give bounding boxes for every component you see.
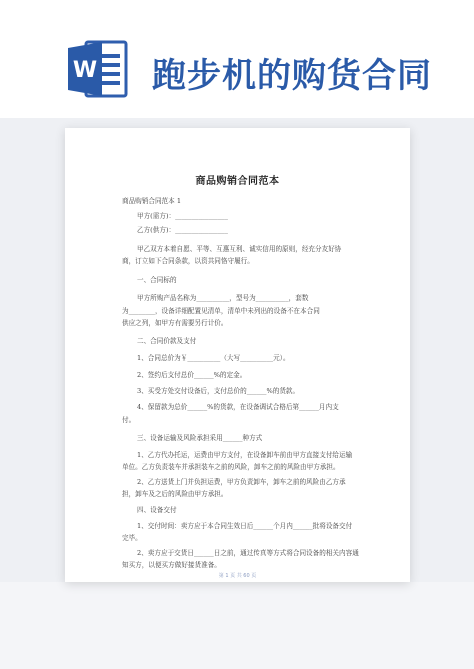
doc-line: 担，卸车及之后的风险由甲方承担。 (122, 490, 228, 498)
banner (0, 0, 474, 120)
doc-line: 付。 (122, 416, 136, 424)
doc-line: 二、合同价款及支付 (137, 337, 197, 345)
doc-line: 甲方所购产品名称为__________，型号为__________，套数 (137, 294, 309, 302)
doc-line: 供应之列，如甲方有需要另行计价。 (122, 319, 228, 327)
banner-title: 跑步机的购货合同 (152, 56, 432, 96)
svg-text:W: W (72, 58, 98, 83)
doc-line: 三、设备运输及风险承担采用______种方式 (137, 434, 263, 442)
document-title: 商品购销合同范本 (195, 176, 280, 187)
preview-footer (0, 582, 474, 669)
doc-line: 单位。乙方负责装车并承担装车之前的风险，卸车之前的风险由甲方承担。 (122, 463, 340, 471)
doc-line: 商，订立如下合同条款，以资共同恪守履行。 (122, 257, 254, 265)
doc-line: 为________，设备详细配置见清单，清单中未列出的设备不在本合同 (122, 307, 320, 315)
doc-line: 商品购销合同范本 1 (122, 197, 182, 205)
doc-line: 完毕。 (122, 534, 142, 542)
doc-line: 3、买受方处交付设备后，支付总价的______%的货款。 (137, 387, 300, 395)
doc-line: 甲乙双方本着自愿、平等、互惠互利、诚实信用的原则，经充分友好协 (137, 245, 342, 253)
doc-line: 1、交付时间：卖方应于本合同生效日后______个月内______批将设备交付 (137, 522, 353, 530)
doc-line: 知买方，以便买方做好接货准备。 (122, 561, 221, 569)
doc-line: 1、合同总价为￥__________（大写__________元）。 (137, 354, 290, 362)
doc-line: 2、签约后支付总价______%的定金。 (137, 371, 247, 379)
word-document-icon (66, 38, 128, 100)
doc-line: 甲方(需方)：________________ (137, 212, 228, 220)
doc-line: 四、设备交付 (137, 506, 177, 514)
doc-line: 1、乙方代办托运，运费由甲方支付，在设备卸车前由甲方直接支付给运输 (137, 451, 353, 459)
page-indicator: 第 1 页 共 60 页 (218, 573, 257, 579)
doc-line: 2、卖方应于交货日______日之前，通过传真等方式将合同设备的相关内容通 (137, 549, 359, 557)
doc-line: 2、乙方送货上门并负担运费，甲方负责卸车，卸车之前的风险由乙方承 (137, 478, 346, 486)
doc-line: 一、合同标的 (137, 276, 177, 284)
document-page[interactable] (65, 128, 410, 582)
doc-line: 4、保留款为总价______%的货款，在设备调试合格后第______月内支 (137, 403, 339, 411)
doc-line: 乙方(供方)：________________ (137, 226, 228, 234)
